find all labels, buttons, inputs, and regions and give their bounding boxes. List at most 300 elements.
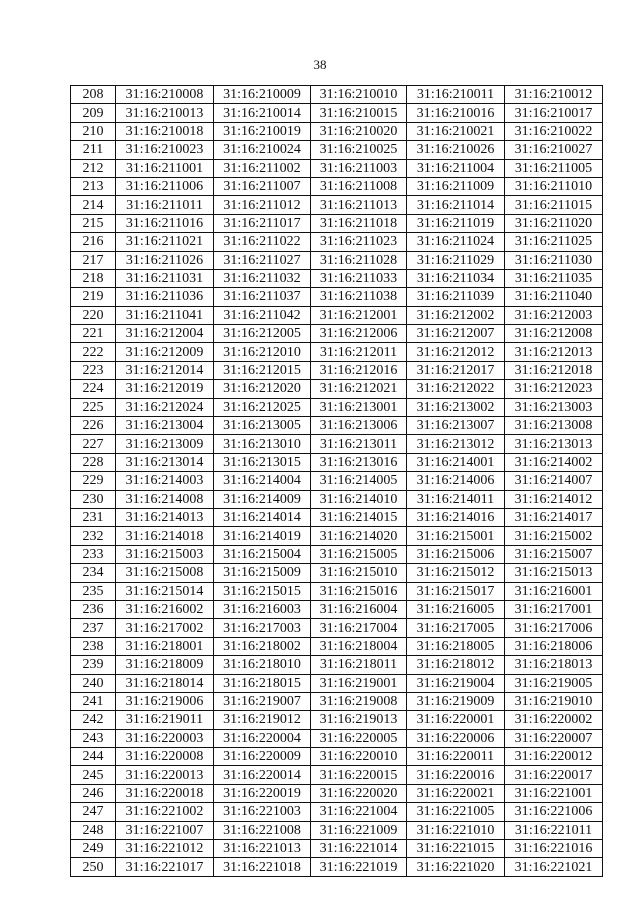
cadastral-number-cell: 31:16:211006 [116, 177, 214, 195]
row-number-cell: 235 [71, 582, 116, 600]
row-number-cell: 224 [71, 380, 116, 398]
cadastral-number-cell: 31:16:215010 [311, 564, 407, 582]
table-row [71, 821, 603, 839]
cadastral-number-cell: 31:16:220017 [505, 766, 603, 784]
cadastral-number-cell: 31:16:214018 [116, 527, 214, 545]
cadastral-number-cell: 31:16:220012 [505, 748, 603, 766]
cadastral-number-cell: 31:16:221020 [407, 858, 505, 876]
cadastral-number-cell: 31:16:220008 [116, 748, 214, 766]
cadastral-number-cell: 31:16:213010 [214, 435, 311, 453]
table-row [71, 343, 603, 361]
cadastral-number-cell: 31:16:211035 [505, 269, 603, 287]
cadastral-number-cell: 31:16:211021 [116, 233, 214, 251]
cadastral-number-cell: 31:16:221013 [214, 840, 311, 858]
cadastral-number-cell: 31:16:211025 [505, 233, 603, 251]
cadastral-number-cell: 31:16:210016 [407, 104, 505, 122]
cadastral-number-cell: 31:16:221019 [311, 858, 407, 876]
cadastral-number-cell: 31:16:212024 [116, 398, 214, 416]
cadastral-number-cell: 31:16:212006 [311, 325, 407, 343]
cadastral-number-cell: 31:16:217003 [214, 619, 311, 637]
table-row [71, 288, 603, 306]
row-number-cell: 233 [71, 545, 116, 563]
row-number-cell: 227 [71, 435, 116, 453]
cadastral-number-cell: 31:16:212011 [311, 343, 407, 361]
row-number-cell: 234 [71, 564, 116, 582]
cadastral-number-cell: 31:16:221012 [116, 840, 214, 858]
cadastral-number-cell: 31:16:214012 [505, 490, 603, 508]
cadastral-number-cell: 31:16:212010 [214, 343, 311, 361]
cadastral-number-cell: 31:16:211008 [311, 177, 407, 195]
table-row [71, 398, 603, 416]
cadastral-number-cell: 31:16:210026 [407, 141, 505, 159]
cadastral-number-cell: 31:16:214010 [311, 490, 407, 508]
table-row [71, 803, 603, 821]
row-number-cell: 214 [71, 196, 116, 214]
cadastral-number-cell: 31:16:212014 [116, 361, 214, 379]
table-row [71, 86, 603, 104]
cadastral-number-cell: 31:16:215008 [116, 564, 214, 582]
cadastral-number-cell: 31:16:215013 [505, 564, 603, 582]
cadastral-number-cell: 31:16:218015 [214, 674, 311, 692]
cadastral-number-cell: 31:16:211012 [214, 196, 311, 214]
cadastral-number-cell: 31:16:212007 [407, 325, 505, 343]
cadastral-number-cell: 31:16:216002 [116, 600, 214, 618]
cadastral-number-cell: 31:16:210015 [311, 104, 407, 122]
cadastral-number-cell: 31:16:210023 [116, 141, 214, 159]
cadastral-number-cell: 31:16:220003 [116, 729, 214, 747]
cadastral-number-cell: 31:16:220004 [214, 729, 311, 747]
row-number-cell: 250 [71, 858, 116, 876]
cadastral-number-cell: 31:16:211017 [214, 214, 311, 232]
cadastral-number-cell: 31:16:211007 [214, 177, 311, 195]
row-number-cell: 213 [71, 177, 116, 195]
cadastral-number-cell: 31:16:214017 [505, 508, 603, 526]
cadastral-number-cell: 31:16:211027 [214, 251, 311, 269]
cadastral-number-cell: 31:16:220007 [505, 729, 603, 747]
cadastral-number-cell: 31:16:218011 [311, 656, 407, 674]
cadastral-number-cell: 31:16:221005 [407, 803, 505, 821]
cadastral-number-cell: 31:16:214007 [505, 472, 603, 490]
row-number-cell: 241 [71, 692, 116, 710]
cadastral-number-cell: 31:16:216001 [505, 582, 603, 600]
cadastral-number-cell: 31:16:214016 [407, 508, 505, 526]
table-row [71, 600, 603, 618]
cadastral-number-cell: 31:16:217006 [505, 619, 603, 637]
cadastral-number-cell: 31:16:213005 [214, 417, 311, 435]
cadastral-number-cell: 31:16:211028 [311, 251, 407, 269]
cadastral-number-cell: 31:16:221016 [505, 840, 603, 858]
cadastral-number-cell: 31:16:212021 [311, 380, 407, 398]
row-number-cell: 228 [71, 453, 116, 471]
cadastral-number-cell: 31:16:212019 [116, 380, 214, 398]
cadastral-number-cell: 31:16:213008 [505, 417, 603, 435]
cadastral-number-cell: 31:16:213001 [311, 398, 407, 416]
row-number-cell: 231 [71, 508, 116, 526]
cadastral-number-cell: 31:16:212023 [505, 380, 603, 398]
cadastral-number-cell: 31:16:214001 [407, 453, 505, 471]
row-number-cell: 219 [71, 288, 116, 306]
row-number-cell: 240 [71, 674, 116, 692]
row-number-cell: 218 [71, 269, 116, 287]
cadastral-number-cell: 31:16:211024 [407, 233, 505, 251]
cadastral-number-cell: 31:16:210020 [311, 122, 407, 140]
table-row [71, 748, 603, 766]
table-row [71, 508, 603, 526]
table-row [71, 766, 603, 784]
cadastral-number-cell: 31:16:217001 [505, 600, 603, 618]
cadastral-number-cell: 31:16:217005 [407, 619, 505, 637]
cadastral-number-cell: 31:16:214020 [311, 527, 407, 545]
row-number-cell: 223 [71, 361, 116, 379]
cadastral-number-cell: 31:16:213006 [311, 417, 407, 435]
cadastral-number-cell: 31:16:212022 [407, 380, 505, 398]
cadastral-number-cell: 31:16:221006 [505, 803, 603, 821]
cadastral-number-cell: 31:16:215004 [214, 545, 311, 563]
table-row [71, 159, 603, 177]
cadastral-number-cell: 31:16:220005 [311, 729, 407, 747]
table-row [71, 177, 603, 195]
cadastral-number-cell: 31:16:221018 [214, 858, 311, 876]
cadastral-number-cell: 31:16:219007 [214, 692, 311, 710]
cadastral-number-cell: 31:16:220006 [407, 729, 505, 747]
table-row [71, 380, 603, 398]
cadastral-number-cell: 31:16:210012 [505, 86, 603, 104]
cadastral-number-cell: 31:16:221017 [116, 858, 214, 876]
cadastral-number-cell: 31:16:212020 [214, 380, 311, 398]
cadastral-number-cell: 31:16:220016 [407, 766, 505, 784]
cadastral-number-cell: 31:16:211009 [407, 177, 505, 195]
table-row [71, 214, 603, 232]
table-row [71, 674, 603, 692]
row-number-cell: 239 [71, 656, 116, 674]
cadastral-number-cell: 31:16:211031 [116, 269, 214, 287]
cadastral-number-cell: 31:16:212003 [505, 306, 603, 324]
cadastral-number-cell: 31:16:210021 [407, 122, 505, 140]
cadastral-number-cell: 31:16:215017 [407, 582, 505, 600]
cadastral-number-cell: 31:16:214019 [214, 527, 311, 545]
row-number-cell: 215 [71, 214, 116, 232]
cadastral-number-cell: 31:16:214014 [214, 508, 311, 526]
row-number-cell: 244 [71, 748, 116, 766]
cadastral-number-cell: 31:16:211038 [311, 288, 407, 306]
row-number-cell: 209 [71, 104, 116, 122]
row-number-cell: 211 [71, 141, 116, 159]
cadastral-number-cell: 31:16:216004 [311, 600, 407, 618]
cadastral-number-cell: 31:16:211036 [116, 288, 214, 306]
cadastral-number-cell: 31:16:214003 [116, 472, 214, 490]
row-number-cell: 236 [71, 600, 116, 618]
cadastral-number-cell: 31:16:214013 [116, 508, 214, 526]
cadastral-number-cell: 31:16:212013 [505, 343, 603, 361]
cadastral-number-cell: 31:16:214008 [116, 490, 214, 508]
cadastral-number-cell: 31:16:211005 [505, 159, 603, 177]
row-number-cell: 238 [71, 637, 116, 655]
cadastral-number-cell: 31:16:210018 [116, 122, 214, 140]
cadastral-table [70, 85, 603, 877]
cadastral-number-cell: 31:16:219009 [407, 692, 505, 710]
cadastral-number-cell: 31:16:218006 [505, 637, 603, 655]
row-number-cell: 249 [71, 840, 116, 858]
cadastral-number-cell: 31:16:214004 [214, 472, 311, 490]
cadastral-number-cell: 31:16:211018 [311, 214, 407, 232]
table-row [71, 269, 603, 287]
cadastral-number-cell: 31:16:221021 [505, 858, 603, 876]
cadastral-number-cell: 31:16:211023 [311, 233, 407, 251]
cadastral-number-cell: 31:16:210010 [311, 86, 407, 104]
cadastral-number-cell: 31:16:213011 [311, 435, 407, 453]
cadastral-number-cell: 31:16:215002 [505, 527, 603, 545]
cadastral-number-cell: 31:16:213007 [407, 417, 505, 435]
cadastral-number-cell: 31:16:212015 [214, 361, 311, 379]
table-row [71, 472, 603, 490]
cadastral-number-cell: 31:16:221010 [407, 821, 505, 839]
cadastral-number-cell: 31:16:220001 [407, 711, 505, 729]
cadastral-number-cell: 31:16:215001 [407, 527, 505, 545]
table-body [71, 86, 603, 877]
cadastral-number-cell: 31:16:215006 [407, 545, 505, 563]
table-row [71, 840, 603, 858]
cadastral-number-cell: 31:16:213002 [407, 398, 505, 416]
cadastral-number-cell: 31:16:219008 [311, 692, 407, 710]
cadastral-number-cell: 31:16:221007 [116, 821, 214, 839]
table-row [71, 251, 603, 269]
row-number-cell: 226 [71, 417, 116, 435]
cadastral-number-cell: 31:16:216005 [407, 600, 505, 618]
cadastral-number-cell: 31:16:221001 [505, 784, 603, 802]
cadastral-number-cell: 31:16:210014 [214, 104, 311, 122]
cadastral-number-cell: 31:16:212008 [505, 325, 603, 343]
cadastral-number-cell: 31:16:219012 [214, 711, 311, 729]
cadastral-number-cell: 31:16:213004 [116, 417, 214, 435]
cadastral-number-cell: 31:16:221015 [407, 840, 505, 858]
row-number-cell: 245 [71, 766, 116, 784]
cadastral-number-cell: 31:16:216003 [214, 600, 311, 618]
row-number-cell: 216 [71, 233, 116, 251]
cadastral-number-cell: 31:16:211039 [407, 288, 505, 306]
cadastral-number-cell: 31:16:214009 [214, 490, 311, 508]
cadastral-number-cell: 31:16:211015 [505, 196, 603, 214]
cadastral-number-cell: 31:16:212002 [407, 306, 505, 324]
table-row [71, 453, 603, 471]
row-number-cell: 210 [71, 122, 116, 140]
cadastral-number-cell: 31:16:211002 [214, 159, 311, 177]
cadastral-number-cell: 31:16:215016 [311, 582, 407, 600]
row-number-cell: 225 [71, 398, 116, 416]
cadastral-number-cell: 31:16:211019 [407, 214, 505, 232]
table-row [71, 637, 603, 655]
cadastral-number-cell: 31:16:211013 [311, 196, 407, 214]
cadastral-number-cell: 31:16:218014 [116, 674, 214, 692]
cadastral-number-cell: 31:16:212025 [214, 398, 311, 416]
table-row [71, 564, 603, 582]
page-number: 38 [313, 57, 327, 72]
row-number-cell: 243 [71, 729, 116, 747]
cadastral-number-cell: 31:16:220020 [311, 784, 407, 802]
cadastral-number-cell: 31:16:212017 [407, 361, 505, 379]
table-row [71, 527, 603, 545]
cadastral-number-cell: 31:16:219005 [505, 674, 603, 692]
cadastral-number-cell: 31:16:219013 [311, 711, 407, 729]
cadastral-number-cell: 31:16:221011 [505, 821, 603, 839]
table-row [71, 196, 603, 214]
cadastral-number-cell: 31:16:212001 [311, 306, 407, 324]
cadastral-number-cell: 31:16:211037 [214, 288, 311, 306]
cadastral-number-cell: 31:16:220014 [214, 766, 311, 784]
table-row [71, 656, 603, 674]
cadastral-number-cell: 31:16:220021 [407, 784, 505, 802]
cadastral-number-cell: 31:16:211029 [407, 251, 505, 269]
row-number-cell: 221 [71, 325, 116, 343]
cadastral-number-cell: 31:16:220010 [311, 748, 407, 766]
table-row [71, 361, 603, 379]
cadastral-number-cell: 31:16:212018 [505, 361, 603, 379]
cadastral-number-cell: 31:16:220002 [505, 711, 603, 729]
cadastral-number-cell: 31:16:213012 [407, 435, 505, 453]
row-number-cell: 246 [71, 784, 116, 802]
table-row [71, 545, 603, 563]
cadastral-number-cell: 31:16:219006 [116, 692, 214, 710]
cadastral-number-cell: 31:16:220015 [311, 766, 407, 784]
cadastral-number-cell: 31:16:221008 [214, 821, 311, 839]
cadastral-number-cell: 31:16:210022 [505, 122, 603, 140]
cadastral-number-cell: 31:16:215003 [116, 545, 214, 563]
table-row [71, 306, 603, 324]
cadastral-number-cell: 31:16:220013 [116, 766, 214, 784]
cadastral-number-cell: 31:16:213013 [505, 435, 603, 453]
cadastral-number-cell: 31:16:221004 [311, 803, 407, 821]
cadastral-number-cell: 31:16:211030 [505, 251, 603, 269]
table-row [71, 233, 603, 251]
cadastral-number-cell: 31:16:220011 [407, 748, 505, 766]
cadastral-number-cell: 31:16:211041 [116, 306, 214, 324]
cadastral-number-cell: 31:16:210027 [505, 141, 603, 159]
cadastral-number-cell: 31:16:212012 [407, 343, 505, 361]
table-row [71, 619, 603, 637]
cadastral-number-cell: 31:16:221003 [214, 803, 311, 821]
cadastral-number-cell: 31:16:210008 [116, 86, 214, 104]
cadastral-number-cell: 31:16:215005 [311, 545, 407, 563]
cadastral-number-cell: 31:16:218012 [407, 656, 505, 674]
cadastral-number-cell: 31:16:210011 [407, 86, 505, 104]
cadastral-number-cell: 31:16:210013 [116, 104, 214, 122]
cadastral-number-cell: 31:16:219010 [505, 692, 603, 710]
cadastral-number-cell: 31:16:218010 [214, 656, 311, 674]
cadastral-number-cell: 31:16:213016 [311, 453, 407, 471]
table-row [71, 711, 603, 729]
cadastral-number-cell: 31:16:219011 [116, 711, 214, 729]
row-number-cell: 222 [71, 343, 116, 361]
cadastral-number-cell: 31:16:211033 [311, 269, 407, 287]
cadastral-number-cell: 31:16:215015 [214, 582, 311, 600]
row-number-cell: 217 [71, 251, 116, 269]
table-row [71, 104, 603, 122]
cadastral-number-cell: 31:16:213003 [505, 398, 603, 416]
cadastral-number-cell: 31:16:215007 [505, 545, 603, 563]
cadastral-number-cell: 31:16:215014 [116, 582, 214, 600]
cadastral-number-cell: 31:16:218009 [116, 656, 214, 674]
cadastral-number-cell: 31:16:220018 [116, 784, 214, 802]
row-number-cell: 242 [71, 711, 116, 729]
table-row [71, 784, 603, 802]
cadastral-number-cell: 31:16:217004 [311, 619, 407, 637]
cadastral-number-cell: 31:16:214006 [407, 472, 505, 490]
cadastral-number-cell: 31:16:214015 [311, 508, 407, 526]
cadastral-number-cell: 31:16:213009 [116, 435, 214, 453]
cadastral-number-cell: 31:16:212004 [116, 325, 214, 343]
cadastral-number-cell: 31:16:212016 [311, 361, 407, 379]
cadastral-number-cell: 31:16:218004 [311, 637, 407, 655]
cadastral-number-cell: 31:16:210025 [311, 141, 407, 159]
table-row [71, 141, 603, 159]
row-number-cell: 237 [71, 619, 116, 637]
cadastral-number-cell: 31:16:211010 [505, 177, 603, 195]
cadastral-number-cell: 31:16:211042 [214, 306, 311, 324]
cadastral-number-cell: 31:16:220009 [214, 748, 311, 766]
cadastral-number-cell: 31:16:219001 [311, 674, 407, 692]
cadastral-number-cell: 31:16:221002 [116, 803, 214, 821]
row-number-cell: 232 [71, 527, 116, 545]
cadastral-number-cell: 31:16:211001 [116, 159, 214, 177]
table-row [71, 582, 603, 600]
table-row [71, 729, 603, 747]
table-row [71, 435, 603, 453]
cadastral-number-cell: 31:16:211022 [214, 233, 311, 251]
cadastral-number-cell: 31:16:215012 [407, 564, 505, 582]
table-row [71, 490, 603, 508]
table-row [71, 858, 603, 876]
cadastral-number-cell: 31:16:211026 [116, 251, 214, 269]
cadastral-number-cell: 31:16:214005 [311, 472, 407, 490]
cadastral-number-cell: 31:16:219004 [407, 674, 505, 692]
table-row [71, 122, 603, 140]
cadastral-number-cell: 31:16:211040 [505, 288, 603, 306]
cadastral-number-cell: 31:16:210019 [214, 122, 311, 140]
cadastral-number-cell: 31:16:214011 [407, 490, 505, 508]
cadastral-number-cell: 31:16:210024 [214, 141, 311, 159]
cadastral-number-cell: 31:16:218002 [214, 637, 311, 655]
cadastral-number-cell: 31:16:212005 [214, 325, 311, 343]
cadastral-number-cell: 31:16:211011 [116, 196, 214, 214]
cadastral-number-cell: 31:16:215009 [214, 564, 311, 582]
row-number-cell: 212 [71, 159, 116, 177]
cadastral-number-cell: 31:16:212009 [116, 343, 214, 361]
row-number-cell: 248 [71, 821, 116, 839]
cadastral-number-cell: 31:16:218005 [407, 637, 505, 655]
cadastral-number-cell: 31:16:211004 [407, 159, 505, 177]
cadastral-number-cell: 31:16:211003 [311, 159, 407, 177]
cadastral-number-cell: 31:16:217002 [116, 619, 214, 637]
cadastral-number-cell: 31:16:210009 [214, 86, 311, 104]
row-number-cell: 208 [71, 86, 116, 104]
cadastral-number-cell: 31:16:213014 [116, 453, 214, 471]
cadastral-number-cell: 31:16:211032 [214, 269, 311, 287]
cadastral-number-cell: 31:16:220019 [214, 784, 311, 802]
cadastral-number-cell: 31:16:213015 [214, 453, 311, 471]
cadastral-number-cell: 31:16:221014 [311, 840, 407, 858]
cadastral-number-cell: 31:16:218013 [505, 656, 603, 674]
table-row [71, 325, 603, 343]
cadastral-number-cell: 31:16:221009 [311, 821, 407, 839]
cadastral-number-cell: 31:16:211034 [407, 269, 505, 287]
cadastral-number-cell: 31:16:211016 [116, 214, 214, 232]
row-number-cell: 230 [71, 490, 116, 508]
row-number-cell: 220 [71, 306, 116, 324]
table-row [71, 692, 603, 710]
row-number-cell: 229 [71, 472, 116, 490]
cadastral-number-cell: 31:16:211020 [505, 214, 603, 232]
cadastral-number-cell: 31:16:211014 [407, 196, 505, 214]
cadastral-number-cell: 31:16:218001 [116, 637, 214, 655]
